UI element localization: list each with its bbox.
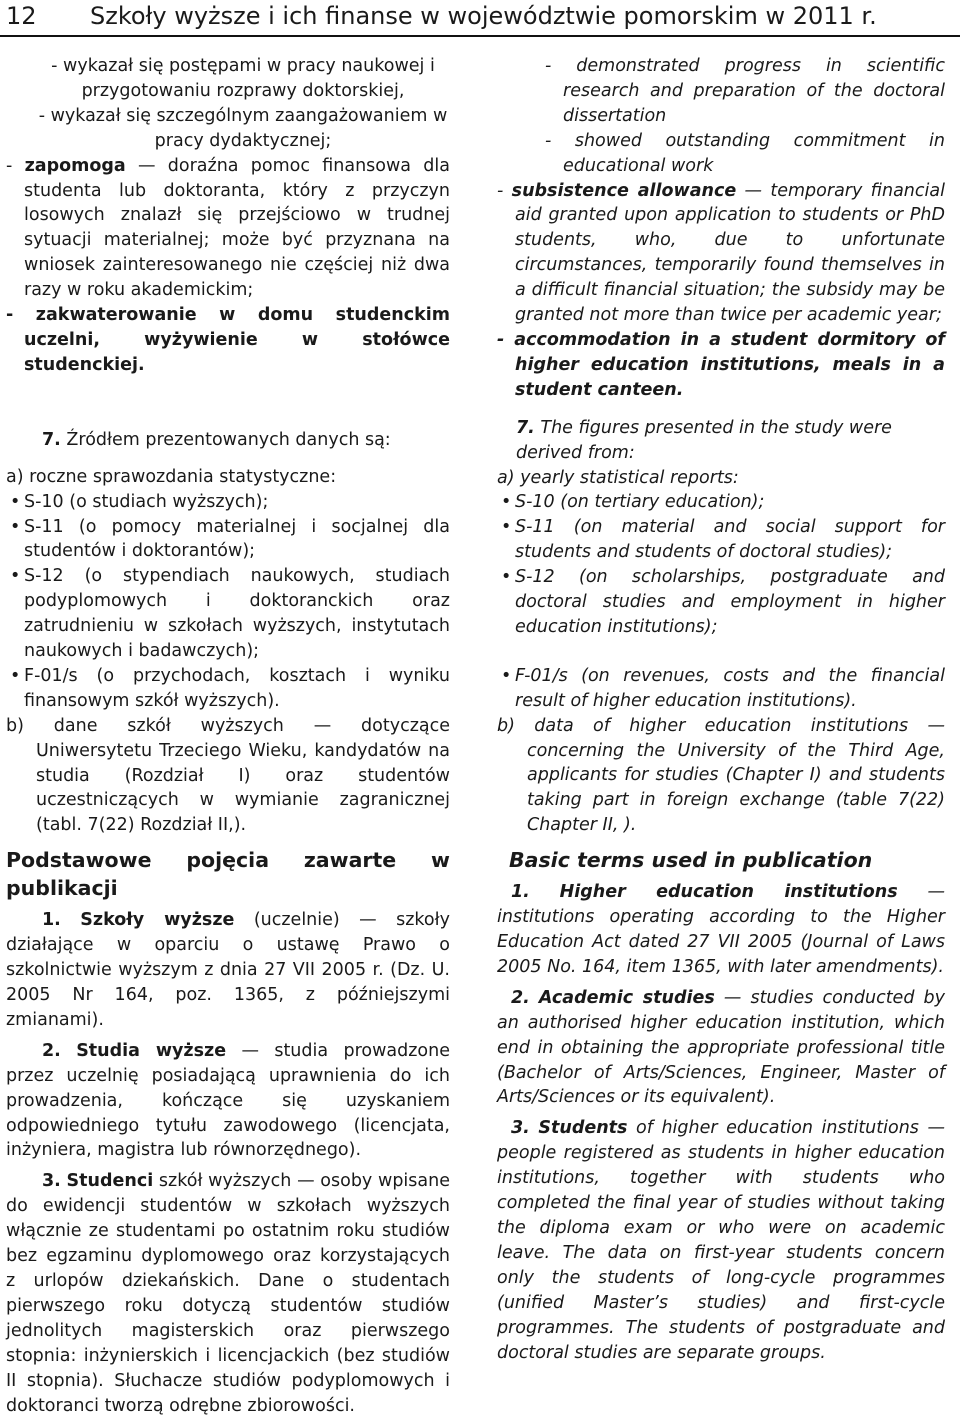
en-item-subsistence: - subsistence allowance — temporary financial aid granted upon application to students or PhD students, who, due to unfortunate circumstances, temporarily found themselves in a difficult financial situation; the subsidy may be granted not more than twice per academic year; — [497, 180, 945, 326]
pl-sources-text: Źródłem prezentowanych danych są: — [60, 429, 391, 450]
pl-item-progress: - wykazał się postępami w pracy naukowej i przygotowaniu rozprawy doktorskiej, — [51, 56, 435, 101]
en-bullet-f01: • F-01/s (on revenues, costs and the financial result of higher education institutions). — [497, 664, 945, 714]
pl-institution-data: b) dane szkół wyższych — dotyczące Uniwersytetu Trzeciego Wieku, kandydatów na studia (Rozdział I) oraz studentów uczestniczących w wymianie zagranicznej (tabl. 7(22) Rozdział II,). — [6, 715, 450, 836]
page-number: 12 — [6, 2, 37, 30]
en-definition-3: 3. Students of higher education institutions — people registered as students in higher education institutions, together with students who completed the final year of studies without taking the diploma exam or who were on academic leave. The data on first-year students concern only the students of long-cycle programmes (unified Master’s studies) and first-cycle programmes. The students of postgraduate and doctoral studies are separate groups. — [497, 1118, 945, 1363]
pl-definition-3: 3. Studenci szkół wyższych — osoby wpisane do ewidencji studentów w szkołach wyższych włącznie ze studentami po ostatnim roku studiów bez egzaminu dyplomowego oraz korzystających z urlopów dziekańskich. Dane o studentach pierwszego roku dotyczą studentów studiów jednolitych magisterskich oraz pierwszego stopnia: inżynierskich i licencjackich (bez studiów II stopnia). Słuchacze studiów podyplomowych i doktoranci tworzą odrębne zbiorowości. — [6, 1171, 450, 1416]
pl-definition-1: 1. Szkoły wyższe (uczelnie) — szkoły działające w oparciu o ustawę Prawo o szkolnictwie wyższym z dnia 27 VII 2005 r. (Dz. U. 2005 Nr 164, poz. 1365, z późniejszymi zmianami). — [6, 910, 450, 1030]
en-item-progress: - demonstrated progress in scientific research and preparation of the doctoral dissertation — [545, 56, 945, 126]
pl-item-housing: - zakwaterowanie w domu studenckim uczelni, wyżywienie w stołówce studenckiej. — [6, 305, 450, 375]
header-rule — [0, 35, 960, 37]
page-header — [0, 0, 960, 36]
pl-definition-2: 2. Studia wyższe — studia prowadzone przez uczelnię posiadającą uprawnienia do ich prowadzenia, kończące się uzyskaniem odpowiedniego tytułu zawodowego (licencjata, inżyniera, magistra lub równorzędnego). — [6, 1040, 450, 1161]
pl-section-heading: Podstawowe pojęcia zawarte w publikacji — [6, 848, 450, 901]
en-subsistence-term: subsistence allowance — [511, 180, 737, 201]
pl-item-commitment: - wykazał się szczególnym zaangażowaniem w pracy dydaktycznej; — [38, 105, 448, 151]
en-bullet-s12: • S-12 (on scholarships, postgraduate and doctoral studies and employment in higher education institutions); — [497, 565, 945, 640]
en-term-students: Students — [538, 1118, 628, 1139]
polish-column — [6, 54, 450, 1418]
en-sources-intro — [497, 416, 945, 466]
en-item-commitment: - showed outstanding commitment in educational work — [545, 130, 945, 176]
running-title: Szkoły wyższe i ich finanse w województwie pomorskim w 2011 r. — [90, 2, 877, 30]
english-column — [497, 54, 945, 1365]
en-section-heading: Basic terms used in publication — [509, 848, 873, 873]
pl-zapomoga-term: zapomoga — [24, 155, 126, 176]
pl-bullet-s12: • S-12 (o stypendiach naukowych, studiach podyplomowych i doktoranckich oraz zatrudnieniu w szkołach wyższych, instytutach naukowych i badawczych); — [6, 564, 450, 664]
en-sources-text: The figures presented in the study were derived from: — [516, 417, 892, 463]
pl-bullet-s11: • S-11 (o pomocy materialnej i socjalnej dla studentów i doktorantów); — [6, 515, 450, 565]
pl-item-zapomoga: - zapomoga — doraźna pomoc finansowa dla studenta lub doktoranta, który z przyczyn losowych znalazł się przejściowo w trudnej sytuacji materialnej; może być przyznana na wniosek zainteresowanego nie częściej niż dwa razy w roku akademickim; — [6, 155, 450, 301]
pl-term-szkoly-wyzsze: Szkoły wyższe — [80, 910, 235, 931]
en-term-hei: Higher education institutions — [559, 882, 898, 903]
en-sources-number: 7. — [516, 417, 535, 438]
en-definition-1: 1. Higher education institutions — institutions operating according to the Higher Education Act dated 27 VII 2005 (Journal of Laws 2005 No. 164, item 1365, with later amendments). — [497, 882, 945, 977]
pl-sources-number: 7. — [42, 429, 61, 450]
en-item-accommodation: - accommodation in a student dormitory of higher education institutions, meals in a student canteen. — [497, 329, 945, 400]
pl-sources-intro — [6, 428, 450, 453]
pl-bullet-f01: • F-01/s (o przychodach, kosztach i wyniku finansowym szkół wyższych). — [6, 664, 450, 714]
en-term-academic-studies: Academic studies — [538, 987, 715, 1008]
en-institution-data: b) data of higher education institutions — concerning the University of the Third Age, applicants for studies (Chapter I) and students taking part in foreign exchange (table 7(22) Chapter II, ). — [497, 715, 945, 836]
pl-term-studenci: Studenci — [66, 1171, 154, 1192]
pl-zapomoga-text: — doraźna pomoc finansowa dla studenta lub doktoranta, który z przyczyn losowych znalazł się przejściowo w trudnej sytuacji materialnej; może być przyznana na wniosek zainteresowanego nie częściej niż dwa razy w roku akademickim; — [24, 155, 450, 301]
pl-term-studia-wyzsze: Studia wyższe — [76, 1040, 227, 1061]
pl-reports-label: a) roczne sprawozdania statystyczne: — [6, 466, 337, 487]
pl-bullet-s10: • S-10 (o studiach wyższych); — [6, 490, 450, 515]
en-reports-label: a) yearly statistical reports: — [497, 467, 739, 488]
en-subsistence-text: — temporary financial aid granted upon application to students or PhD students, who, due to unfortunate circumstances, temporarily found themselves in a difficult financial situation; the subsidy may be granted not more than twice per academic year; — [515, 180, 945, 326]
en-bullet-s11: • S-11 (on material and social support for students and students of doctoral studies); — [497, 515, 945, 565]
en-definition-2: 2. Academic studies — studies conducted by an authorised higher education institution, which end in obtaining the appropriate professional title (Bachelor of Arts/Sciences, Engineer, Master of Arts/Sciences or its equivalent). — [497, 987, 945, 1108]
en-bullet-s10: • S-10 (on tertiary education); — [497, 490, 945, 515]
